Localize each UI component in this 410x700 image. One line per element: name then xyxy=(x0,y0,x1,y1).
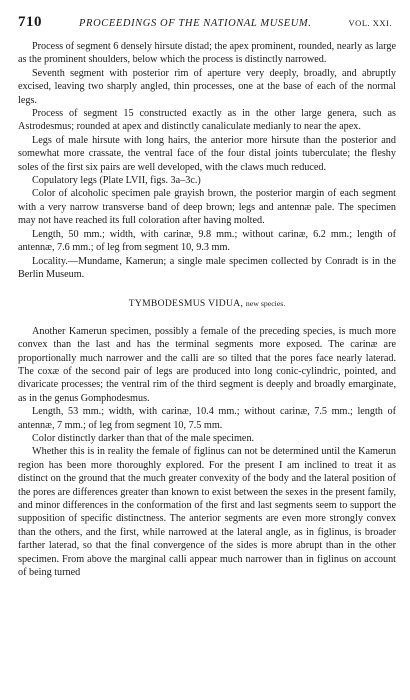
paragraph-length: Length, 50 mm.; width, with carinæ, 9.8 mm.; without carinæ, 6.2 mm.; length of antennæ, 7.6 mm.; of leg from segment 10, 9.3 mm. xyxy=(18,228,396,254)
paragraph-seventh-segment: Seventh segment with posterior rim of aperture very deeply, broadly, and abruptly excised, leaving two sharply angled, thin processes, one at the base of each of the normal legs. xyxy=(18,67,396,106)
section-subtitle: new species. xyxy=(245,299,286,309)
page-header xyxy=(18,14,392,34)
paragraph-locality: Locality.—Mundame, Kamerun; a single male specimen collected by Conradt is in the Berlin Museum. xyxy=(18,255,396,280)
section-title: TYMBODESMUS VIDUA, xyxy=(128,298,244,310)
running-head: PROCEEDINGS OF THE NATIONAL MUSEUM. xyxy=(79,18,312,29)
paragraph-copulatory-legs: Copulatory legs (Plate LVII, figs. 3a–3c.) xyxy=(32,175,201,187)
paragraph-another-specimen: Another Kamerun specimen, possibly a female of the preceding species, is much more convex than the last and has the terminal segments more exposed. The carinæ are proportionally much narrower and the calli are so tilted that the pores face nearly laterad. The coxæ of the second pair of legs are produced into long conic-cylindric, pointed, and divaricate processes; the ventral rim of the third segment is deeply and broadly emarginate, as in the genus Gomphodesmus. xyxy=(18,325,396,404)
paragraph-length-female: Length, 53 mm.; width, with carinæ, 10.4 mm.; without carinæ, 7.5 mm.; length of antennæ, 7 mm.; of leg from segment 10, 7.5 mm. xyxy=(18,406,396,431)
paragraph-whether: Whether this is in reality the female of figlinus can not be determined until the Kamerun region has been more thoroughly explored. For the present I am inclined to treat it as distinct on the ground that the much greater convexity of the body and the lateral position of the pores are differences greater than known to exist between the sexes in the present family, and minor differences in the conformation of the first and last segments seem to support the supposition of specific distinctness. The anterior segments are even more strongly convex than the others, and the first, while narrowed at the lateral angle, as in figlinus, is broader farther laterad, so that the final convergence of the sides is more abrupt than in the other specimen. From above the marginal calli appear much narrower than in figlinus on account of being turned xyxy=(18,446,396,579)
paragraph-segment-6: Process of segment 6 densely hirsute distad; the apex prominent, rounded, nearly as large as the prominent shoulders, below which the process is distinctly narrowed. xyxy=(18,41,396,66)
page-body xyxy=(18,40,396,579)
section-heading xyxy=(18,297,396,310)
paragraph-color-darker: Color distinctly darker than that of the male specimen. xyxy=(32,432,255,444)
page-number: 710 xyxy=(18,14,42,30)
paragraph-segment-15: Process of segment 15 constructed exactly as in the other large genera, such as Astrodesmus; rounded at apex and distinctly canaliculate medianly to near the apex. xyxy=(18,108,396,133)
paragraph-color: Color of alcoholic specimen pale grayish brown, the posterior margin of each segment with a very narrow transverse band of deep brown; legs and antennæ pale. The specimen may not have reached its full coloration after having molted. xyxy=(18,188,396,227)
volume-label: VOL. XXI. xyxy=(348,18,392,28)
paragraph-legs-of-male: Legs of male hirsute with long hairs, the anterior more hirsute than the posterior and somewhat more crassate, the ventral face of the four distal joints tuberculate; the fleshy soles of the first six pairs are well developed, with the claws much reduced. xyxy=(18,134,396,173)
